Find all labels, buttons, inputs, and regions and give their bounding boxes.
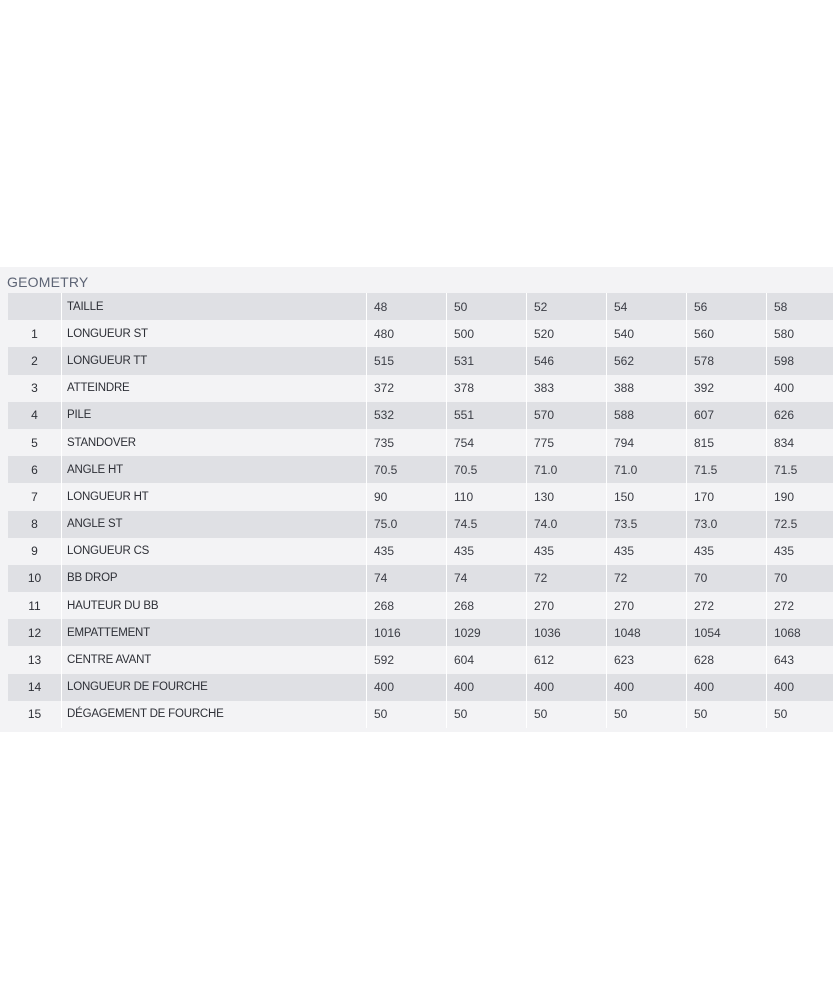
row-label: LONGUEUR DE FOURCHE [61, 674, 366, 701]
value-cell: 130 [526, 483, 606, 510]
value-cell: 754 [446, 429, 526, 456]
value-cell: 626 [766, 402, 833, 429]
value-cell: 73.5 [606, 511, 686, 538]
table-row [8, 483, 833, 510]
row-label: LONGUEUR HT [61, 483, 366, 510]
value-cell: 1036 [526, 619, 606, 646]
value-cell: 378 [446, 375, 526, 402]
value-cell: 562 [606, 347, 686, 374]
value-cell: 1029 [446, 619, 526, 646]
value-cell: 500 [446, 320, 526, 347]
value-cell: 435 [686, 538, 766, 565]
row-number: 7 [8, 483, 61, 510]
value-cell: 1054 [686, 619, 766, 646]
row-label: STANDOVER [61, 429, 366, 456]
value-cell: 598 [766, 347, 833, 374]
row-number: 4 [8, 402, 61, 429]
section-title: GEOMETRY [7, 274, 89, 290]
table-row [8, 674, 833, 701]
value-cell: 435 [526, 538, 606, 565]
value-cell: 643 [766, 646, 833, 673]
value-cell: 372 [366, 375, 446, 402]
table-row [8, 456, 833, 483]
value-cell: 71.5 [766, 456, 833, 483]
row-number: 12 [8, 619, 61, 646]
value-cell: 435 [766, 538, 833, 565]
value-cell: 435 [606, 538, 686, 565]
row-number: 2 [8, 347, 61, 374]
value-cell: 815 [686, 429, 766, 456]
row-label: ATTEINDRE [61, 375, 366, 402]
row-label: BB DROP [61, 565, 366, 592]
value-cell: 50 [766, 701, 833, 728]
value-cell: 268 [446, 592, 526, 619]
value-cell: 70 [686, 565, 766, 592]
value-cell: 400 [526, 674, 606, 701]
value-cell: 268 [366, 592, 446, 619]
value-cell: 400 [606, 674, 686, 701]
value-cell: 560 [686, 320, 766, 347]
table-row [8, 429, 833, 456]
value-cell: 607 [686, 402, 766, 429]
value-cell: 580 [766, 320, 833, 347]
value-cell: 72.5 [766, 511, 833, 538]
value-cell: 50 [686, 701, 766, 728]
table-row [8, 592, 833, 619]
value-cell: 74.0 [526, 511, 606, 538]
value-cell: 834 [766, 429, 833, 456]
geometry-table [8, 293, 833, 728]
size-cell: 54 [606, 293, 686, 320]
row-number: 15 [8, 701, 61, 728]
value-cell: 570 [526, 402, 606, 429]
geometry-table-body [8, 293, 833, 728]
size-cell: 50 [446, 293, 526, 320]
value-cell: 1048 [606, 619, 686, 646]
value-cell: 604 [446, 646, 526, 673]
value-cell: 272 [766, 592, 833, 619]
value-cell: 71.5 [686, 456, 766, 483]
value-cell: 383 [526, 375, 606, 402]
row-number: 11 [8, 592, 61, 619]
value-cell: 50 [366, 701, 446, 728]
value-cell: 515 [366, 347, 446, 374]
value-cell: 588 [606, 402, 686, 429]
value-cell: 392 [686, 375, 766, 402]
value-cell: 74.5 [446, 511, 526, 538]
value-cell: 1016 [366, 619, 446, 646]
value-cell: 540 [606, 320, 686, 347]
value-cell: 270 [526, 592, 606, 619]
value-cell: 400 [766, 375, 833, 402]
value-cell: 170 [686, 483, 766, 510]
value-cell: 400 [766, 674, 833, 701]
value-cell: 73.0 [686, 511, 766, 538]
value-cell: 110 [446, 483, 526, 510]
value-cell: 532 [366, 402, 446, 429]
row-label: LONGUEUR ST [61, 320, 366, 347]
row-number: 5 [8, 429, 61, 456]
row-label: LONGUEUR TT [61, 347, 366, 374]
row-label: HAUTEUR DU BB [61, 592, 366, 619]
value-cell: 592 [366, 646, 446, 673]
value-cell: 400 [686, 674, 766, 701]
value-cell: 50 [446, 701, 526, 728]
size-cell: 48 [366, 293, 446, 320]
value-cell: 612 [526, 646, 606, 673]
row-label: DÉGAGEMENT DE FOURCHE [61, 701, 366, 728]
row-label: PILE [61, 402, 366, 429]
row-label: ANGLE ST [61, 511, 366, 538]
row-label: LONGUEUR CS [61, 538, 366, 565]
value-cell: 400 [366, 674, 446, 701]
value-cell: 388 [606, 375, 686, 402]
value-cell: 480 [366, 320, 446, 347]
value-cell: 50 [606, 701, 686, 728]
value-cell: 71.0 [606, 456, 686, 483]
row-number: 14 [8, 674, 61, 701]
value-cell: 794 [606, 429, 686, 456]
header-label-cell: TAILLE [61, 293, 366, 320]
value-cell: 531 [446, 347, 526, 374]
table-row [8, 538, 833, 565]
table-row [8, 565, 833, 592]
value-cell: 628 [686, 646, 766, 673]
row-number: 6 [8, 456, 61, 483]
row-number: 3 [8, 375, 61, 402]
value-cell: 435 [366, 538, 446, 565]
value-cell: 270 [606, 592, 686, 619]
row-label: EMPATTEMENT [61, 619, 366, 646]
value-cell: 74 [446, 565, 526, 592]
value-cell: 150 [606, 483, 686, 510]
row-number: 13 [8, 646, 61, 673]
row-number: 8 [8, 511, 61, 538]
value-cell: 735 [366, 429, 446, 456]
value-cell: 50 [526, 701, 606, 728]
value-cell: 623 [606, 646, 686, 673]
row-number: 9 [8, 538, 61, 565]
row-number: 1 [8, 320, 61, 347]
value-cell: 72 [606, 565, 686, 592]
row-label: CENTRE AVANT [61, 646, 366, 673]
row-number: 10 [8, 565, 61, 592]
value-cell: 75.0 [366, 511, 446, 538]
value-cell: 190 [766, 483, 833, 510]
table-row [8, 402, 833, 429]
value-cell: 70.5 [366, 456, 446, 483]
value-cell: 272 [686, 592, 766, 619]
row-label: ANGLE HT [61, 456, 366, 483]
value-cell: 71.0 [526, 456, 606, 483]
value-cell: 775 [526, 429, 606, 456]
value-cell: 90 [366, 483, 446, 510]
value-cell: 435 [446, 538, 526, 565]
size-cell: 58 [766, 293, 833, 320]
value-cell: 546 [526, 347, 606, 374]
table-row [8, 347, 833, 374]
value-cell: 70 [766, 565, 833, 592]
value-cell: 72 [526, 565, 606, 592]
table-row [8, 511, 833, 538]
size-cell: 56 [686, 293, 766, 320]
value-cell: 400 [446, 674, 526, 701]
value-cell: 578 [686, 347, 766, 374]
table-row [8, 619, 833, 646]
value-cell: 74 [366, 565, 446, 592]
table-row [8, 320, 833, 347]
value-cell: 1068 [766, 619, 833, 646]
table-row [8, 646, 833, 673]
value-cell: 70.5 [446, 456, 526, 483]
value-cell: 520 [526, 320, 606, 347]
header-num-cell [8, 293, 61, 320]
size-cell: 52 [526, 293, 606, 320]
table-row [8, 375, 833, 402]
value-cell: 551 [446, 402, 526, 429]
table-row [8, 701, 833, 728]
geometry-panel [0, 267, 833, 732]
header-row [8, 293, 833, 320]
